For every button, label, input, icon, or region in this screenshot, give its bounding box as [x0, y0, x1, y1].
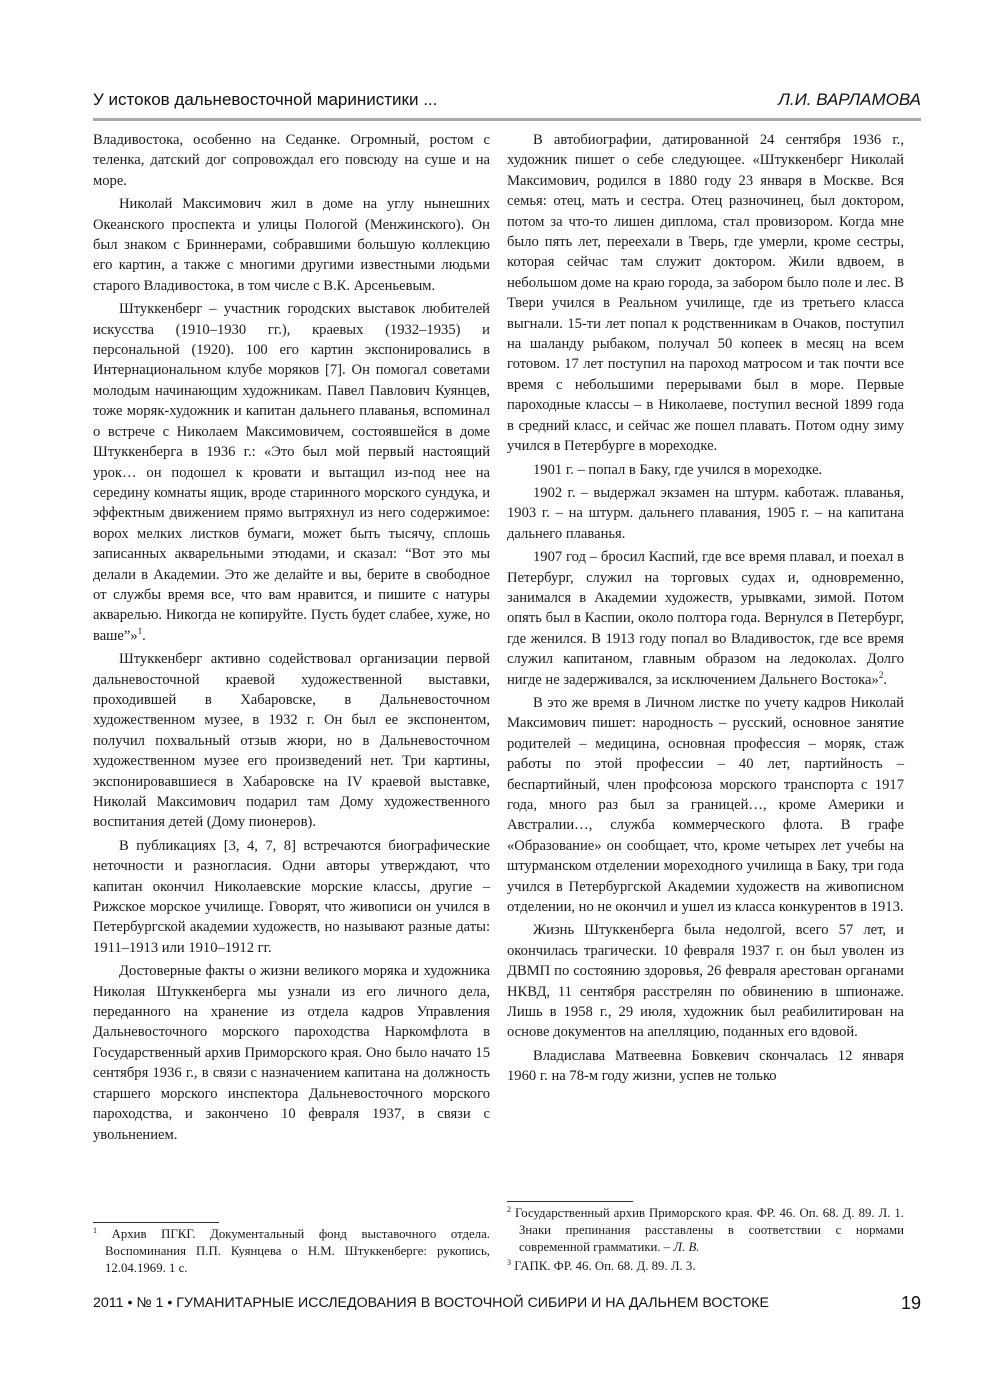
paragraph: В это же время в Личном листке по учету кадров Николай Максимович пишет: народность – русский, основное занятие родителей – медицина, основная профессия – моряк, стаж работы по этой профессии – 40 лет, партийность – беспартийный, член профсоюза морского транспорта с 1917 года, много раз был за границей…, кроме Америки и Австралии…, служба коммерческого флота. В графе «Образование» он сообщает, что, кроме четырех лет учебы на штурманском отделении мореходного училища в Баку, три года учился в Петербургской Академии художеств на живописном отделении, но не окончил и ушел из класса конкурентов в 1913. [507, 694, 904, 916]
paragraph: В автобиографии, датированной 24 сентября 1936 г., художник пишет о себе следующее. «Штуккенберг Николай Максимович, родился в 1880 году 23 января в Москве. Вся семья: отец, мать и сестра. Отец разночинец, был доктором, потом за что-то лишен диплома, стал провизором. Когда мне было пять лет, переехали в Тверь, где умерли, кроме сестры, которая сейчас там служит доктором. Жили вдвоем, в небольшом доме на краю города, за забором было поле и лес. В Твери учился в Реальном училище, где из третьего класса выгнали. 15-ти лет попал к родственникам в Очаков, поступил на шаланду рыбаком, получал 50 копеек в месяц на всем готовом. 17 лет поступил на пароход матросом и так почти все время с небольшими перерывами был в море. Первые пароходные классы – в Николаеве, поступил весной 1899 года в средний класс, и сейчас же пошел плавать. Потом одну зиму учился в Петербурге в мореходке. [507, 132, 904, 455]
footnote [93, 1226, 490, 1277]
paragraph: В публикациях [3, 4, 7, 8] встречаются биографические неточности и разногласия. Одни авторы утверждают, что капитан окончил Николаевские морские классы, другие – Рижское морское училище. Говорят, что живописи он учился в Петербургской академии художеств, но называют разные даты: 1911–1913 или 1910–1912 гг. [93, 837, 490, 956]
footnote-ref[interactable]: 2 [878, 669, 884, 680]
paragraph-text: Штуккенберг – участник городских выставок любителей искусства (1910–1930 гг.), краевых (1932–1935) и персональной (1920). 100 его картин экспонировались в Интернациональном клубе моряков [7]. Он помогал советами молодым начинающим художникам. Павел Павлович Куянцев, тоже моряк-художник и капитан дальнего плаванья, вспоминал о встрече с Николаем Максимовичем, состоявшейся в доме Штуккенберга в 1936 г.: «Это был мой первый настоящий урок… он подошел к кровати и вытащил из-под нее на середину комнаты ящик, вроде старинного морского сундука, и эффектным движением прямо вытряхнул из него содержимое: ворох мелких листков бумаги, может быть тысячу, сплошь записанных акварельными этюдами, и сказал: “Вот это мы делали в Академии. Это же делайте и вы, берите в свободное от службы время все, что вам нравится, и пишите с натуры акварелью. Никогда не копируйте. Пусть будет слабее, хуже, но ваше”» [93, 301, 490, 644]
footnote-text: ГАПК. ФР. 46. Оп. 68. Д. 89. Л. 3. [514, 1259, 696, 1273]
paragraph: Штуккенберг – участник городских выставок любителей искусства (1910–1930 гг.), краевых (1932–1935) и персональной (1920). 100 его картин экспонировались в Интернациональном клубе моряков [7]. Он помогал советами молодым начинающим художникам. Павел Павлович Куянцев, тоже моряк-художник и капитан дальнего плаванья, вспоминал о встрече с Николаем Максимовичем, состоявшейся в доме Штуккенберга в 1936 г.: «Это был мой первый настоящий урок… он подошел к кровати и вытащил из-под нее на середину комнаты ящик, вроде старинного морского сундука, и эффектным движением прямо вытряхнул из него содержимое: ворох мелких листков бумаги, может быть тысячу, сплошь записанных акварельными этюдами, и сказал: “Вот это мы делали в Академии. Это же делайте и вы, берите в свободное от службы время все, что вам нравится, и пишите с натуры акварелью. Никогда не копируйте. Пусть будет слабее, хуже, но ваше”»$^1$. [93, 301, 490, 644]
right-column [507, 130, 904, 1090]
paragraph-text: 1907 год – бросил Каспий, где все время плавал, и поехал в Петербург, служил на торговых судах и, одновременно, занимался в Академии художеств, урывками, зимой. Потом опять был в Каспии, около полтора года. Вернулся в Петербург, где женился. В 1913 году попал во Владивосток, где все время служил капитаном, главным образом на ледоколах. Долго нигде не задерживался, за исключением Дальнего Востока» [507, 549, 904, 688]
footnote-divider [507, 1201, 633, 1202]
footnote-text: Архив ПГКГ. Документальный фонд выставочного отдела. Воспоминания П.П. Куянцева о Н.М. Штуккенберге: рукопись, 12.04.1969. 1 с. [105, 1227, 490, 1275]
author-name: Л.И. ВАРЛАМОВА [778, 90, 921, 109]
paragraph: 1902 г. – выдержал экзамен на штурм. каботаж. плаванья, 1903 г. – на штурм. дальнего плавания, 1905 г. – на капитана дальнего плаванья. [507, 484, 904, 542]
footnote-ref[interactable]: 1 [137, 625, 143, 636]
footnote [507, 1258, 904, 1275]
paragraph: Штуккенберг активно содействовал организации первой дальневосточной краевой художественной выставки, проходившей в Хабаровске, в Дальневосточном художественном музее, в 1932 г. Он был ее экспонентом, получил похвальный отзыв жюри, но в Дальневосточном художественном музее его произведений нет. Три картины, экспонировавшиеся в Хабаровске на IV краевой выставке, Николай Максимович подарил там Дому художественного воспитания детей (Дому пионеров). [93, 651, 490, 831]
page-number: 19 [900, 1293, 921, 1313]
paragraph: 1901 г. – попал в Баку, где учился в мореходке. [533, 461, 823, 478]
footnote [507, 1205, 904, 1256]
running-header [93, 88, 921, 114]
footnote-number: 3 [507, 1258, 511, 1267]
footnote-text: Государственный архив Приморского края. ФР. 46. Оп. 68. Д. 89. Л. 1. Знаки препинания расставлены в соответствии с нормами современной грамматики. – [514, 1206, 904, 1254]
footnote-initials: Л. В. [673, 1240, 700, 1254]
right-footnotes [507, 1205, 904, 1277]
footnote-divider [93, 1222, 219, 1223]
left-footnotes [93, 1226, 490, 1279]
paragraph: Владислава Матвеевна Бовкевич скончалась 12 января 1960 г. на 78-м году жизни, успев не только [507, 1047, 904, 1085]
footnote-number: 2 [507, 1205, 511, 1214]
paragraph: Владивостока, особенно на Седанке. Огромный, ростом с теленка, датский дог сопровождал его повсюду на суше и на море. [93, 132, 490, 189]
header-divider [93, 118, 921, 121]
journal-line: 2011 • № 1 • ГУМАНИТАРНЫЕ ИССЛЕДОВАНИЯ В ВОСТОЧНОЙ СИБИРИ И НА ДАЛЬНЕМ ВОСТОКЕ [93, 1295, 769, 1311]
paragraph: Жизнь Штуккенберга была недолгой, всего 57 лет, и окончилась трагически. 10 февраля 1937 г. он был уволен из ДВМП по состоянию здоровья, 26 февраля арестован органами НКВД, 11 сентября расстрелян по обвинению в шпионаже. Лишь в 1958 г., 29 июля, художник был реабилитирован на основе документов на апелляцию, поданных его вдовой. [507, 922, 904, 1041]
footnote-number: 1 [93, 1226, 97, 1235]
paragraph: 1907 год – бросил Каспий, где все время плавал, и поехал в Петербург, служил на торговых судах и, одновременно, занимался в Академии художеств, урывками, зимой. Потом опять был в Каспии, около полтора года. Вернулся в Петербург, где женился. В 1913 году попал во Владивосток, где все время служил капитаном, главным образом на ледоколах. Долго нигде не задерживался, за исключением Дальнего Востока»$^2$. [507, 549, 904, 688]
running-title: У истоков дальневосточной маринистики ... [93, 90, 438, 109]
left-column [93, 130, 490, 1148]
page-footer [93, 1293, 921, 1317]
paragraph: Николай Максимович жил в доме на углу нынешних Океанского проспекта и улицы Пологой (Менжинского). Он был знаком с Бриннерами, собравшими большую коллекцию его картин, а также с многими другими известными людьми старого Владивостока, в том числе с В.К. Арсеньевым. [93, 196, 490, 294]
paragraph: Достоверные факты о жизни великого моряка и художника Николая Штуккенберга мы узнали из его личного дела, переданного на хранение из отдела кадров Управления Дальневосточного морского пароходства Наркомфлота в Государственный архив Приморского края. Оно было начато 15 сентября 1936 г., в связи с назначением капитана на должность старшего морского инспектора Дальневосточного морского пароходства, и закончено 10 февраля 1937, в связи с увольнением. [93, 963, 490, 1143]
